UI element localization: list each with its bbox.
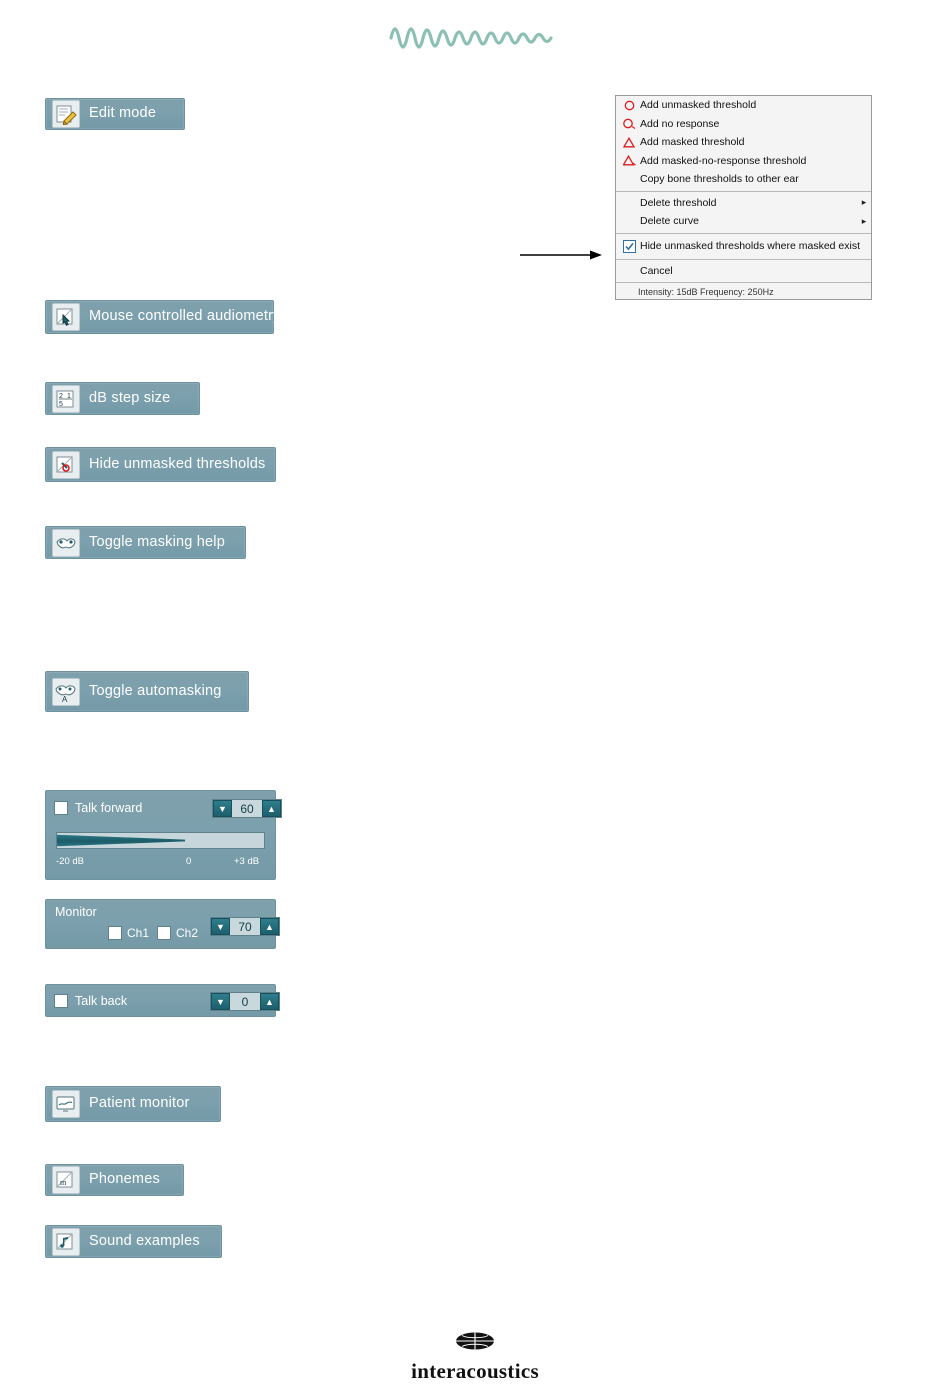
menu-item-copy-bone-thresholds[interactable] [616, 170, 871, 189]
talk-back-stepper[interactable] [210, 992, 280, 1011]
menu-item-delete-curve[interactable] [616, 212, 871, 231]
talk-back-down-arrow[interactable]: ▼ [211, 993, 230, 1010]
patient-monitor-label: Patient monitor [89, 1095, 190, 1112]
interacoustics-mark [0, 1330, 950, 1357]
svg-text:5: 5 [59, 400, 64, 408]
svg-text:A: A [62, 694, 68, 704]
submenu-arrow-icon: ▸ [861, 197, 867, 208]
monitor-up-arrow[interactable]: ▲ [260, 918, 279, 935]
music-note-icon [52, 1228, 80, 1256]
menu-item-label: Add unmasked threshold [640, 99, 757, 112]
hide-threshold-icon [52, 451, 80, 479]
talk-forward-level-meter [56, 832, 265, 849]
hide-unmasked-thresholds-label: Hide unmasked thresholds [89, 455, 266, 472]
circle-arrow-icon [618, 115, 640, 134]
hide-unmasked-checkbox[interactable] [618, 236, 640, 257]
phonemes-label: Phonemes [89, 1171, 160, 1188]
edit-mode-label: Edit mode [89, 105, 157, 122]
monitor-title: Monitor [55, 905, 97, 919]
talk-back-label: Talk back [75, 994, 128, 1008]
monitor-ch1-label: Ch1 [127, 926, 150, 940]
talk-forward-value: 60 [232, 802, 262, 816]
monitor-ch2-label: Ch2 [176, 926, 199, 940]
menu-item-add-masked-threshold[interactable] [616, 133, 871, 152]
submenu-arrow-icon: ▸ [861, 215, 867, 226]
monitor-ch1-checkbox[interactable] [108, 926, 122, 940]
step-size-icon [52, 385, 80, 413]
menu-item-add-no-response[interactable] [616, 115, 871, 134]
db-step-size-button[interactable] [45, 382, 200, 415]
brand-name: interacoustics [411, 1359, 539, 1383]
menu-item-label: Copy bone thresholds to other ear [640, 173, 799, 186]
menu-item-label: Add masked threshold [640, 136, 745, 149]
toggle-masking-help-button[interactable] [45, 526, 246, 559]
menu-item-label: Add no response [640, 117, 720, 130]
talk-back-value: 0 [230, 995, 260, 1009]
edit-pencil-icon [52, 100, 80, 128]
menu-item-label: Delete curve [640, 215, 699, 228]
menu-item-label: Delete threshold [640, 196, 717, 209]
menu-separator [616, 233, 871, 234]
hide-unmasked-thresholds-button[interactable] [45, 447, 276, 482]
menu-separator [616, 191, 871, 192]
menu-item-cancel[interactable] [616, 262, 871, 281]
menu-item-add-unmasked-threshold[interactable] [616, 96, 871, 115]
sound-examples-label: Sound examples [89, 1232, 200, 1249]
toggle-automasking-button[interactable] [45, 671, 249, 712]
talk-forward-up-arrow[interactable]: ▲ [262, 800, 281, 817]
mouse-controlled-audiometry-label: Mouse controlled audiometry [89, 308, 281, 325]
phoneme-icon [52, 1166, 80, 1194]
threshold-context-menu[interactable] [615, 95, 872, 300]
menu-item-label: Cancel [640, 264, 673, 277]
talk-forward-scale-mid: 0 [186, 856, 192, 867]
talk-forward-scale-max: +3 dB [234, 856, 260, 867]
menu-separator [616, 282, 871, 283]
svg-text:m: m [60, 1178, 67, 1187]
menu-status-text: Intensity: 15dB Frequency: 250Hz [638, 287, 774, 297]
talk-back-panel [45, 984, 276, 1017]
svg-text:1: 1 [67, 392, 72, 400]
db-step-size-label: dB step size [89, 389, 171, 406]
talk-forward-checkbox[interactable] [54, 801, 68, 815]
sound-examples-button[interactable] [45, 1225, 222, 1258]
mask-icon [52, 529, 80, 557]
talk-forward-stepper[interactable] [212, 799, 282, 818]
mask-auto-icon [52, 678, 80, 706]
triangle-arrow-icon [618, 152, 640, 171]
edit-mode-button[interactable] [45, 98, 185, 130]
monitor-icon [52, 1090, 80, 1118]
triangle-outline-icon [618, 133, 640, 152]
talk-back-up-arrow[interactable]: ▲ [260, 993, 279, 1010]
monitor-stepper[interactable] [210, 917, 280, 936]
footer [0, 1330, 950, 1384]
menu-item-label: Hide unmasked thresholds where masked exist [640, 240, 861, 252]
talk-back-checkbox[interactable] [54, 994, 68, 1008]
talk-forward-down-arrow[interactable]: ▼ [213, 800, 232, 817]
talk-forward-panel [45, 790, 276, 880]
talk-forward-label: Talk forward [75, 801, 143, 815]
monitor-ch2-checkbox[interactable] [157, 926, 171, 940]
monitor-panel [45, 899, 276, 949]
toggle-automasking-label: Toggle automasking [89, 682, 222, 699]
sound-wave-logo [389, 18, 559, 58]
menu-item-hide-unmasked-where-masked-exist[interactable] [616, 236, 871, 257]
mouse-cursor-icon [52, 303, 80, 331]
circle-outline-icon [618, 96, 640, 115]
monitor-value: 70 [230, 920, 260, 934]
mouse-controlled-audiometry-button[interactable] [45, 300, 281, 334]
toggle-masking-help-label: Toggle masking help [89, 533, 225, 550]
svg-text:2: 2 [59, 392, 64, 400]
menu-item-add-masked-no-response-threshold[interactable] [616, 152, 871, 171]
menu-item-label: Add masked-no-response threshold [640, 154, 807, 167]
monitor-down-arrow[interactable]: ▼ [211, 918, 230, 935]
phonemes-button[interactable] [45, 1164, 184, 1196]
menu-separator [616, 259, 871, 260]
pointer-arrow-icon [520, 248, 605, 260]
patient-monitor-button[interactable] [45, 1086, 221, 1122]
talk-forward-scale-min: -20 dB [56, 856, 84, 867]
menu-item-delete-threshold[interactable] [616, 194, 871, 213]
